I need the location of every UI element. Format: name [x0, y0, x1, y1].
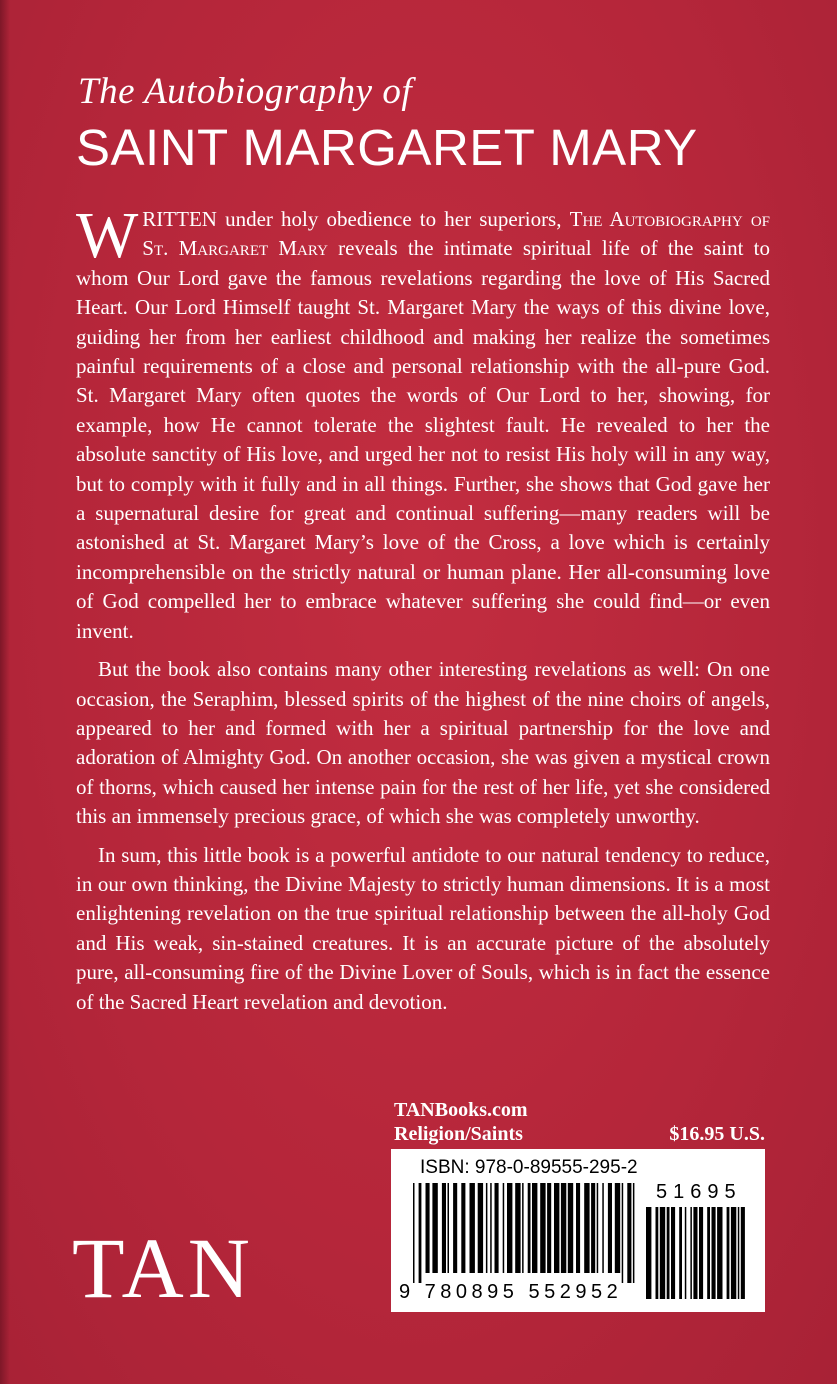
barcode-bar — [656, 1207, 659, 1299]
barcode-bar — [699, 1207, 703, 1299]
description-paragraph-3: In sum, this little book is a powerful antidote to our natural tendency to reduce, in our own thinking, the Divine Majesty to strictly human dimensions. It is a most enlightening revelation on the true spiritual relationship between the all-holy God and His weak, sin-stained creatures. It is an accurate picture of the absolutely pure, all-consuming fire of the Divine Lover of Souls, which is in fact the essence of the Sacred Heart revelation and devotion. — [76, 842, 770, 1014]
barcode-bar — [591, 1183, 595, 1273]
barcode-bar — [507, 1183, 512, 1273]
barcode-bar — [461, 1183, 465, 1273]
publisher-logo: TAN — [72, 1220, 254, 1316]
barcode-bar — [442, 1183, 446, 1273]
publisher-info — [394, 1098, 528, 1146]
barcode-bar — [685, 1207, 687, 1299]
price-text: $16.95 U.S. — [669, 1123, 765, 1145]
title-prefix: The Autobiography of — [78, 71, 413, 112]
barcode-bar — [568, 1183, 573, 1273]
lead-word: RITTEN — [142, 207, 217, 231]
barcode-bar — [690, 1207, 692, 1299]
barcode-bar — [470, 1183, 475, 1273]
barcode-bar — [597, 1183, 599, 1273]
barcode-bar — [554, 1183, 559, 1273]
barcode-label — [391, 1149, 765, 1312]
barcode-bar — [522, 1183, 524, 1273]
price-addon-digits: 51695 — [656, 1181, 742, 1203]
barcode-bar — [731, 1207, 736, 1299]
barcode-bar — [528, 1183, 531, 1273]
barcode-bar — [448, 1183, 450, 1273]
barcode-bar — [419, 1183, 422, 1283]
description-paragraph-1 — [76, 199, 770, 646]
barcode-bar — [727, 1207, 730, 1299]
barcode-bar — [615, 1183, 620, 1273]
barcode-bar — [608, 1183, 612, 1273]
barcode-bar — [495, 1183, 499, 1273]
barcode-bar — [717, 1207, 722, 1299]
category-text: Religion/Saints — [394, 1123, 523, 1145]
book-title-inline: The Autobiography of St. Margaret Mary — [142, 207, 770, 261]
barcode-bar — [707, 1207, 710, 1299]
barcode-bar — [547, 1183, 551, 1273]
barcode-bar — [486, 1183, 488, 1273]
paragraph-1-text-b: reveals the intimate spiritual life of the saint to whom Our Lord gave the famous revelations regarding the love of His Sacred Heart. Our Lord Himself taught St. Margaret Mary the ways of this divine love, guiding her from her earliest childhood and making her realize the sometimes painful requirements of a close and personal relationship with the all-pure God. St. Margaret Mary often quotes the words of Our Lord to her, showing, for example, how He cannot tolerate the slightest fault. He revealed to her the absolute sanctity of His love, and urged her not to resist His holy will in any way, but to comply with it fully and in all things. Further, she shows that God gave her a supernatural desire for great and continual suffering—many readers will be astonished at St. Margaret Mary’s love of the Cross, a love which is certainly incomprehensible on the strictly natural or human plane. Her all-consuming love of God compelled her to embrace whatever suffering she could find—or even invent. — [76, 236, 770, 643]
barcode-bar — [602, 1183, 604, 1273]
barcode-bar — [576, 1183, 580, 1273]
cover-spine-edge — [0, 0, 10, 1384]
barcode-bar — [515, 1183, 520, 1273]
barcode-bar — [432, 1183, 437, 1273]
barcode-bar — [413, 1183, 415, 1283]
website-text: TANBooks.com — [394, 1099, 528, 1121]
barcode-bar — [667, 1207, 670, 1299]
barcode-bar — [503, 1183, 505, 1273]
barcode-bar — [478, 1183, 483, 1273]
barcode-bar — [453, 1183, 457, 1273]
paragraph-1-text-a: under holy obedience to her superiors, — [216, 207, 570, 231]
barcode-bar — [693, 1207, 697, 1299]
book-title: SAINT MARGARET MARY — [76, 119, 698, 176]
isbn-text: ISBN: 978-0-89555-295-2 — [420, 1157, 638, 1178]
barcode-bar — [671, 1207, 675, 1299]
barcode-bar — [738, 1207, 740, 1299]
barcode-bar — [622, 1183, 624, 1283]
drop-cap: W — [76, 199, 139, 272]
barcode-bar — [426, 1183, 430, 1273]
barcode-digits: 9 780895 552952 — [399, 1281, 623, 1303]
barcode-bar — [532, 1183, 537, 1273]
description-text — [76, 199, 770, 1026]
barcode-bar — [741, 1207, 745, 1299]
barcode-bar — [561, 1183, 566, 1273]
description-paragraph-2: But the book also contains many other interesting revelations as well: On one occasion, the Seraphim, blessed spirits of the highest of the nine choirs of angels, appeared to her and formed with her a spiritual partnership for the love and adoration of Almighty God. On another occasion, she was given a mystical crown of thorns, which caused her intense pain for the rest of her life, yet she considered this an immensely precious grace, of which she was completely unworthy. — [76, 657, 770, 829]
barcode-bar — [490, 1183, 492, 1273]
barcode-bar — [712, 1207, 716, 1299]
barcode-bar — [660, 1207, 665, 1299]
barcode-bar — [584, 1183, 589, 1273]
barcode-bar — [540, 1183, 545, 1273]
barcode-bar — [679, 1207, 682, 1299]
barcode-bar — [633, 1183, 635, 1283]
barcode-bar — [627, 1183, 631, 1283]
barcode-bar — [646, 1207, 651, 1299]
